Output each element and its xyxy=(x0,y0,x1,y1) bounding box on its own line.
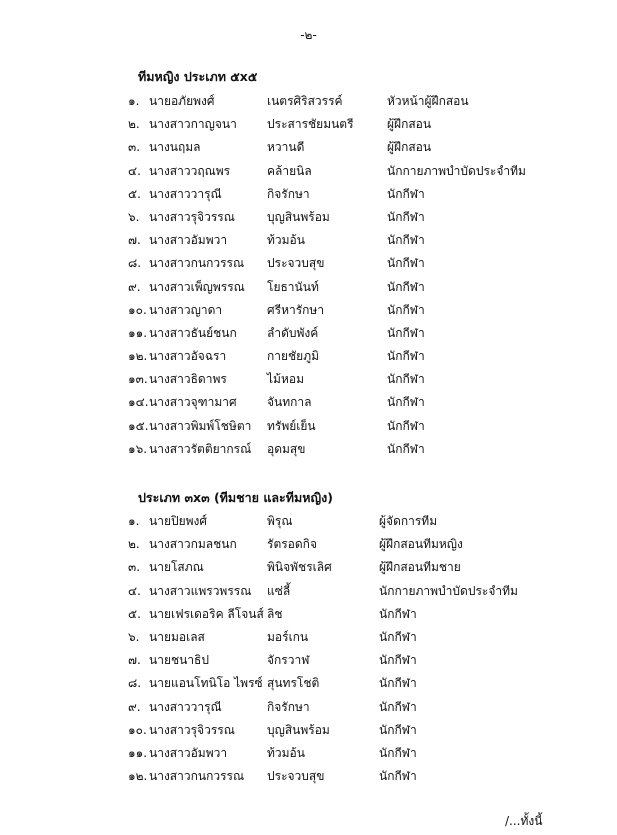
section-heading-3x3: ประเภท ๓x๓ (ทีมชาย และทีมหญิง) xyxy=(138,490,333,505)
roster-row xyxy=(128,765,568,788)
first-name: นางสาวอัมพวา xyxy=(149,233,228,248)
last-name: ประจวบสุข xyxy=(267,769,325,784)
roster-row xyxy=(128,113,568,136)
first-name: นางสาวญาดา xyxy=(149,302,223,317)
row-number: ๑. xyxy=(128,514,140,528)
row-number: ๑๐. xyxy=(128,722,147,737)
role: ผู้ฝึกสอนทีมหญิง xyxy=(379,537,463,552)
first-name: นายปิยพงศ์ xyxy=(149,514,208,528)
role: นักกีฬา xyxy=(387,441,425,456)
row-number: ๒. xyxy=(128,537,140,552)
page-number: -๒- xyxy=(300,28,317,42)
row-number: ๑๖. xyxy=(128,441,148,456)
roster-row xyxy=(128,696,568,719)
first-name: นางสาวรุจิวรรณ xyxy=(149,209,235,224)
roster-row xyxy=(128,438,568,461)
last-name: จันทกาล xyxy=(267,395,312,410)
role: นักกายภาพบำบัดประจำทีม xyxy=(387,163,526,178)
role: นักกีฬา xyxy=(387,209,425,224)
row-number: ๘. xyxy=(128,676,142,691)
first-name: นางสาวอัมพวา xyxy=(149,745,228,760)
roster-row xyxy=(128,229,568,252)
last-name: ท้วมอ้น xyxy=(267,745,305,760)
first-name: นางสาวจุฑามาศ xyxy=(149,395,237,410)
row-number: ๘. xyxy=(128,256,142,271)
last-name: ศรีหารักษา xyxy=(267,302,325,317)
roster-row xyxy=(128,136,568,159)
first-name: นางสาวอัจฉรา xyxy=(149,349,227,364)
roster-row xyxy=(128,206,568,229)
first-name: นางสาวธันย์ชนก xyxy=(149,325,237,340)
roster-row xyxy=(128,90,568,113)
last-name: กิจรักษา xyxy=(267,186,310,201)
first-name: นายแอนโทนิโอ ไพรซ์ xyxy=(149,676,263,691)
role: นักกีฬา xyxy=(387,418,425,433)
first-name: นายโสภณ xyxy=(149,560,204,575)
role: นักกีฬา xyxy=(379,699,417,714)
roster-row xyxy=(128,299,568,322)
first-name: นางสาวธิดาพร xyxy=(149,372,227,387)
last-name: กิจรักษา xyxy=(267,699,310,714)
first-name: นางสาววารุณี xyxy=(149,699,222,714)
role: นักกีฬา xyxy=(379,676,417,691)
row-number: ๕. xyxy=(128,606,141,621)
role: นักกีฬา xyxy=(379,606,417,621)
roster-row xyxy=(128,276,568,299)
last-name: ประสารชัยมนตรี xyxy=(267,117,354,132)
row-number: ๑. xyxy=(128,94,140,108)
first-name: นางสาวรัตติยากรณ์ xyxy=(149,441,252,456)
last-name: สุนทรโชติ xyxy=(267,676,320,691)
role: นักกีฬา xyxy=(387,279,425,294)
continuation-marker: /...ทั้งนี้ xyxy=(505,814,543,828)
role: ผู้จัดการทีม xyxy=(379,514,438,528)
role: นักกีฬา xyxy=(379,722,417,737)
first-name: นายชนาธิป xyxy=(149,653,209,668)
row-number: ๕. xyxy=(128,186,141,201)
row-number: ๓. xyxy=(128,140,141,155)
last-name: ท้วมอ้น xyxy=(267,233,305,248)
first-name: นางสาวกนกวรรณ xyxy=(149,256,245,271)
roster-women-5x5 xyxy=(128,90,568,461)
roster-row xyxy=(128,322,568,345)
section-heading-women-5x5: ทีมหญิง ประเภท ๕x๕ xyxy=(138,69,258,84)
roster-row xyxy=(128,510,568,533)
last-name: คล้ายนิล xyxy=(267,163,312,178)
first-name: นางนฤมล xyxy=(149,140,201,155)
first-name: นางสาวกนกวรรณ xyxy=(149,769,245,784)
role: ผู้ฝึกสอนทีมชาย xyxy=(379,560,461,575)
roster-row xyxy=(128,415,568,438)
role: นักกีฬา xyxy=(387,372,425,387)
first-name: นางสาวกมลชนก xyxy=(149,537,237,552)
last-name: ไม้หอม xyxy=(267,372,304,387)
role: นักกีฬา xyxy=(387,233,425,248)
row-number: ๖. xyxy=(128,629,140,644)
row-number: ๑๐. xyxy=(128,302,147,317)
row-number: ๔. xyxy=(128,163,141,178)
first-name: นายเฟรเดอริค ลีโจนส์ xyxy=(149,606,264,621)
last-name: บุญสินพร้อม xyxy=(267,209,330,224)
role: นักกีฬา xyxy=(379,745,417,760)
roster-3x3 xyxy=(128,510,568,788)
roster-row xyxy=(128,649,568,672)
last-name: หวานดี xyxy=(267,140,305,155)
first-name: นางสาวแพรวพรรณ xyxy=(149,583,252,598)
first-name: นางสาววารุณี xyxy=(149,186,222,201)
last-name: ประจวบสุข xyxy=(267,256,325,271)
row-number: ๒. xyxy=(128,117,140,132)
first-name: นายอภัยพงศ์ xyxy=(149,94,215,108)
roster-row xyxy=(128,742,568,765)
last-name: แซ่ลี้ xyxy=(267,583,291,598)
roster-row xyxy=(128,719,568,742)
role: นักกีฬา xyxy=(379,653,417,668)
row-number: ๙. xyxy=(128,699,141,714)
role: นักกีฬา xyxy=(387,186,425,201)
last-name: รัตรอดกิจ xyxy=(267,537,317,552)
row-number: ๗. xyxy=(128,653,141,668)
last-name: พินิจพัชรเลิศ xyxy=(267,560,332,575)
roster-row xyxy=(128,160,568,183)
row-number: ๓. xyxy=(128,560,141,575)
roster-row xyxy=(128,183,568,206)
row-number: ๙. xyxy=(128,279,141,294)
role: ผู้ฝึกสอน xyxy=(387,140,432,155)
last-name: โยธานันท์ xyxy=(267,279,319,294)
last-name: ทรัพย์เย็น xyxy=(267,418,316,433)
role: นักกีฬา xyxy=(387,349,425,364)
last-name: พิรุณ xyxy=(267,514,293,528)
row-number: ๑๓. xyxy=(128,372,148,387)
role: นักกีฬา xyxy=(379,769,417,784)
row-number: ๗. xyxy=(128,233,141,248)
first-name: นางสาวเพ็ญพรรณ xyxy=(149,279,245,294)
role: นักกีฬา xyxy=(387,325,425,340)
roster-row xyxy=(128,345,568,368)
row-number: ๑๑. xyxy=(128,325,148,340)
row-number: ๔. xyxy=(128,583,141,598)
last-name: จักรวาฬ xyxy=(267,653,310,668)
roster-row xyxy=(128,556,568,579)
roster-row xyxy=(128,533,568,556)
row-number: ๑๒. xyxy=(128,349,148,364)
first-name: นางสาวพิมพ์โชษิตา xyxy=(149,418,252,433)
last-name: อุดมสุข xyxy=(267,441,306,456)
role: นักกีฬา xyxy=(387,256,425,271)
last-name: เนตรศิริสวรรค์ xyxy=(267,94,343,108)
last-name: ลำดับพังค์ xyxy=(267,325,319,340)
first-name: นางสาวกาญจนา xyxy=(149,117,237,132)
roster-row xyxy=(128,391,568,414)
roster-row xyxy=(128,580,568,603)
roster-row xyxy=(128,672,568,695)
roster-row xyxy=(128,368,568,391)
roster-row xyxy=(128,626,568,649)
row-number: ๑๕. xyxy=(128,418,149,433)
first-name: นางสาววฤณพร xyxy=(149,163,231,178)
last-name: มอร์เกน xyxy=(267,629,309,644)
last-name: ลิช xyxy=(267,606,283,621)
row-number: ๑๔. xyxy=(128,395,149,410)
row-number: ๖. xyxy=(128,209,140,224)
roster-row xyxy=(128,252,568,275)
role: นักกีฬา xyxy=(387,395,425,410)
role: นักกีฬา xyxy=(379,629,417,644)
first-name: นางสาวรุจิวรรณ xyxy=(149,722,235,737)
roster-row xyxy=(128,603,568,626)
row-number: ๑๑. xyxy=(128,745,148,760)
role: หัวหน้าผู้ฝึกสอน xyxy=(387,94,469,108)
last-name: บุญสินพร้อม xyxy=(267,722,330,737)
last-name: กายชัยภูมิ xyxy=(267,349,320,364)
row-number: ๑๒. xyxy=(128,769,148,784)
role: ผู้ฝึกสอน xyxy=(387,117,432,132)
role: นักกีฬา xyxy=(387,302,425,317)
role: นักกายภาพบำบัดประจำทีม xyxy=(379,583,518,598)
first-name: นายมอเลส xyxy=(149,629,205,644)
